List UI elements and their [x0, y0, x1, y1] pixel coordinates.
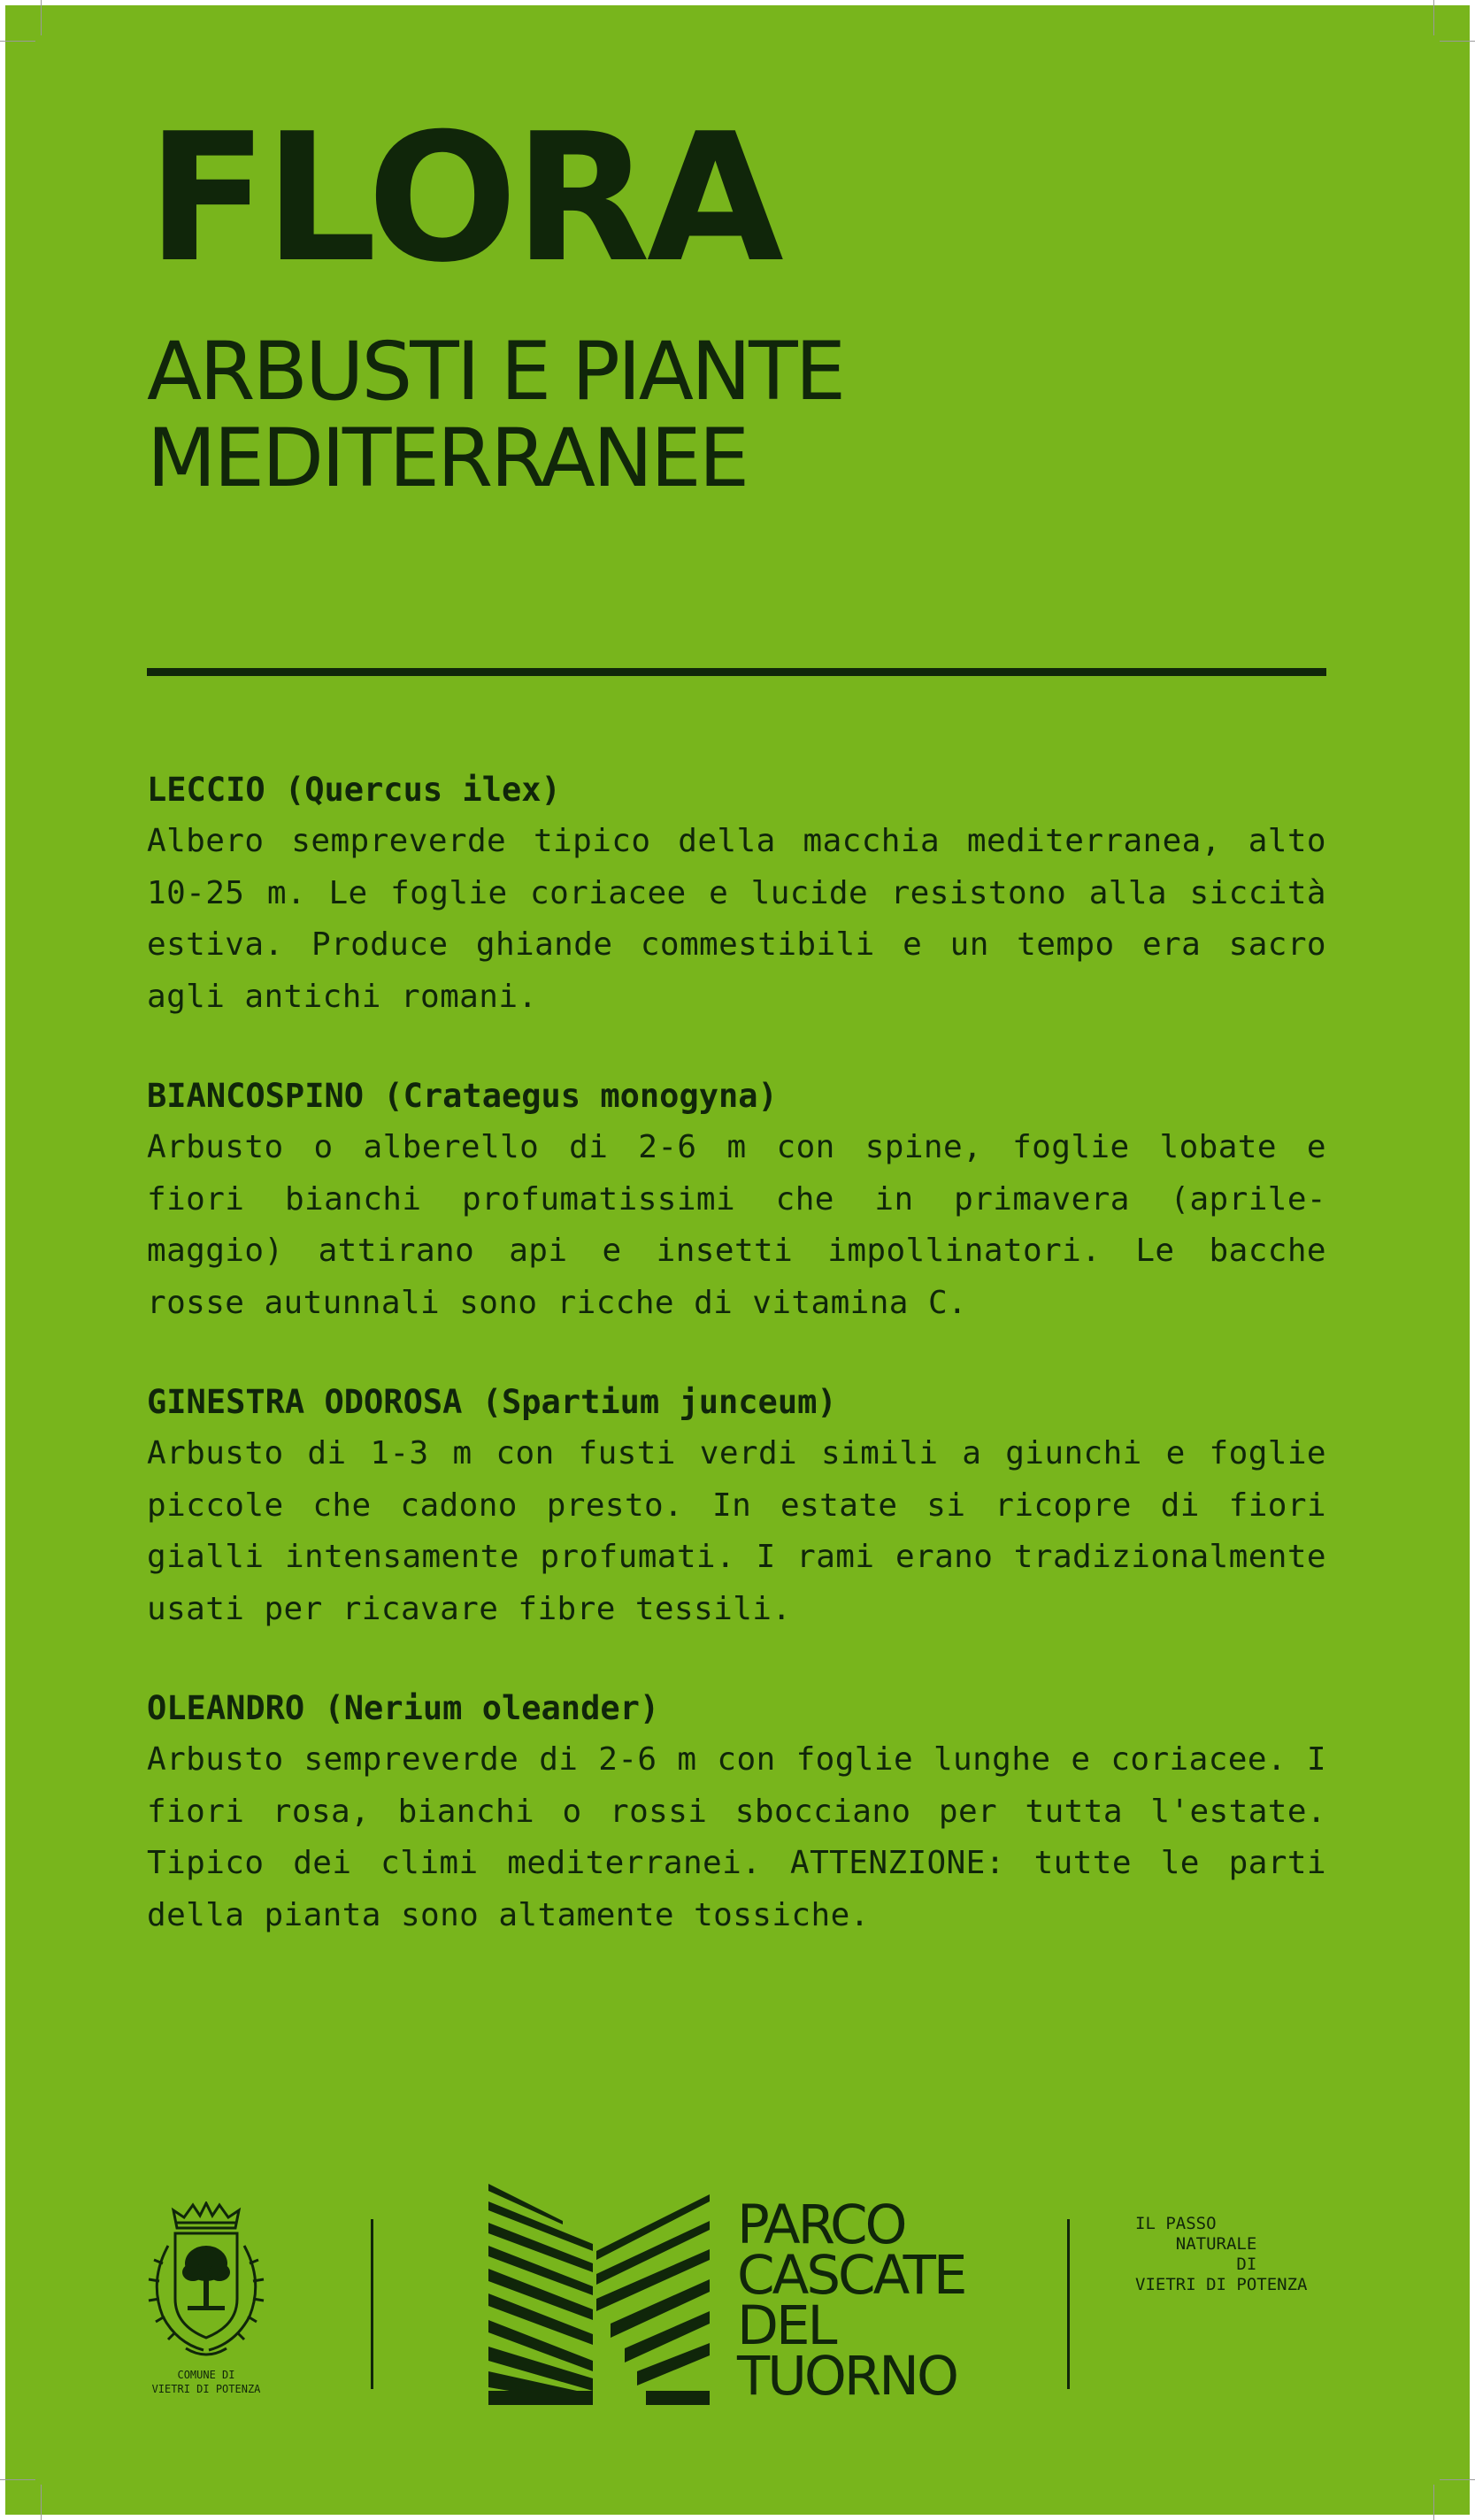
page-subtitle — [147, 326, 844, 505]
crop-mark — [1433, 0, 1434, 35]
crop-mark — [1440, 41, 1475, 42]
divider — [147, 668, 1326, 676]
crop-mark — [0, 2479, 35, 2480]
plant-description: Arbusto o alberello di 2-6 m con spine, foglie lobate e fiori bianchi profumatissimi che in primavera (aprile-maggio) attirano api e insetti impollinatori. Le bacche rosse autunnali sono ricche di vitamina C. — [147, 1129, 1326, 1321]
plant-name: GINESTRA ODOROSA (Spartium junceum) — [147, 1383, 837, 1421]
parco-name-line: PARCO — [737, 2193, 905, 2256]
motto-line: DI — [1135, 2255, 1257, 2274]
motto-line: NATURALE — [1135, 2234, 1257, 2254]
plant-entry — [147, 1686, 1326, 1941]
parco-name-line: DEL — [737, 2294, 835, 2357]
plant-name: OLEANDRO (Nerium oleander) — [147, 1689, 660, 1727]
plant-description: Albero sempreverde tipico della macchia mediterranea, alto 10-25 m. Le foglie coriacee e lucide resistono alla siccità estiva. Produce ghiande commestibili e un tempo era sacro agli antichi romani. — [147, 823, 1326, 1015]
crop-mark — [41, 2485, 42, 2520]
plant-entry — [147, 1380, 1326, 1635]
subtitle-line: ARBUSTI E PIANTE — [147, 326, 844, 419]
crop-mark — [41, 0, 42, 35]
crop-mark — [1440, 2479, 1475, 2480]
plant-entry — [147, 1074, 1326, 1329]
plant-description: Arbusto di 1-3 m con fusti verdi simili a giunchi e foglie piccole che cadono presto. In estate si ricopre di fiori gialli intensamente profumati. I rami erano tradizionalmente usati per ricavare fibre tessili. — [147, 1435, 1326, 1627]
motto-line: IL PASSO — [1135, 2214, 1217, 2233]
parco-name-line: TUORNO — [737, 2345, 956, 2408]
subtitle-line: MEDITERRANEE — [147, 412, 748, 505]
parco-name-line: CASCATE — [737, 2244, 965, 2307]
motto-line: VIETRI DI POTENZA — [1135, 2275, 1308, 2294]
plant-name: BIANCOSPINO (Crataegus monogyna) — [147, 1077, 778, 1115]
comune-label: COMUNE DI VIETRI DI POTENZA — [151, 2369, 261, 2395]
plant-list — [147, 768, 1326, 1993]
plant-description: Arbusto sempreverde di 2-6 m con foglie lunghe e coriacee. I fiori rosa, bianchi o rossi sbocciano per tutta l'estate. Tipico dei climi mediterranei. ATTENZIONE: tutte le parti della pianta sono altamente tossiche. — [147, 1741, 1326, 1933]
crop-mark — [0, 41, 35, 42]
plant-name: LECCIO (Quercus ilex) — [147, 771, 561, 809]
plant-entry — [147, 768, 1326, 1023]
page-title: FLORA — [147, 96, 780, 302]
crop-mark — [1433, 2485, 1434, 2520]
